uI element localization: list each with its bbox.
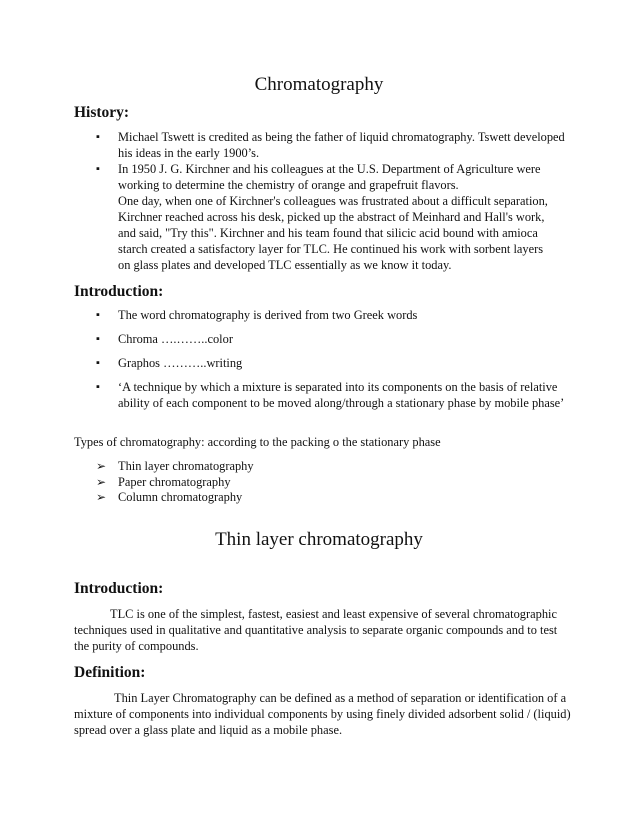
bullet-icon: ▪ bbox=[96, 357, 100, 369]
type-item-text: Column chromatography bbox=[118, 490, 243, 504]
history-paragraph: One day, when one of Kirchner's colleagues was frustrated about a difficult separation, Kirchner reached across his desk, picked up the abstract of Meinhard and Hall's work, and said, "Try this". Kirchner and his team found that silicic acid bound with amioca starch created a satisfactory layer for TLC. He continued his work with sorbent layers on glass plates and developed TLC essentially as we know it today. bbox=[118, 194, 548, 272]
tlc-introduction-text: TLC is one of the simplest, fastest, easiest and least expensive of several chromatographic techniques used in qualitative and quantitative analysis to separate organic compounds and to test the purity of compounds. bbox=[74, 607, 558, 653]
list-item bbox=[74, 307, 574, 323]
bullet-icon: ▪ bbox=[96, 333, 100, 345]
bullet-icon: ▪ bbox=[96, 131, 100, 143]
section-title: Thin layer chromatography bbox=[215, 529, 423, 550]
page-title: Chromatography bbox=[254, 74, 384, 95]
bullet-icon: ▪ bbox=[96, 163, 100, 175]
arrow-bullet-icon: ➢ bbox=[96, 490, 107, 504]
bullet-icon: ▪ bbox=[96, 381, 100, 393]
list-item bbox=[74, 355, 574, 371]
list-item bbox=[96, 475, 254, 491]
introduction-bullet-text: Chroma ….……..color bbox=[118, 332, 233, 346]
list-item bbox=[74, 129, 574, 161]
introduction-heading: Introduction: bbox=[74, 283, 164, 300]
types-list bbox=[96, 459, 254, 506]
history-bullet-text: Michael Tswett is credited as being the father of liquid chromatography. Tswett developed his ideas in the early 1900’s. bbox=[118, 130, 565, 160]
list-item bbox=[96, 459, 254, 475]
history-heading: History: bbox=[74, 104, 130, 121]
type-item-text: Thin layer chromatography bbox=[118, 459, 254, 473]
list-item bbox=[96, 490, 254, 506]
definition-text: Thin Layer Chromatography can be defined as a method of separation or identification of a mixture of components into individual components by using finely divided adsorbent solid / (liquid) spread over a glass plate and liquid as a mobile phase. bbox=[74, 691, 571, 737]
arrow-bullet-icon: ➢ bbox=[96, 474, 107, 489]
introduction-bullet-text: The word chromatography is derived from two Greek words bbox=[118, 308, 418, 322]
definition-heading: Definition: bbox=[74, 664, 146, 681]
tlc-introduction-heading: Introduction: bbox=[74, 580, 164, 597]
list-item bbox=[74, 161, 574, 193]
arrow-bullet-icon: ➢ bbox=[96, 459, 107, 473]
history-bullet-text: In 1950 J. G. Kirchner and his colleagues at the U.S. Department of Agriculture were working to determine the chemistry of orange and grapefruit flavors. bbox=[118, 162, 541, 192]
list-item bbox=[74, 379, 574, 411]
list-item bbox=[74, 331, 574, 347]
introduction-bullet-text: ‘A technique by which a mixture is separated into its components on the basis of relative ability of each component to be moved along/through a stationary phase by mobile phase’ bbox=[118, 380, 565, 410]
type-item-text: Paper chromatography bbox=[118, 474, 231, 489]
bullet-icon: ▪ bbox=[96, 309, 100, 321]
introduction-bullet-list bbox=[74, 307, 574, 411]
types-line: Types of chromatography: according to the packing o the stationary phase bbox=[74, 435, 441, 449]
history-bullet-list bbox=[74, 129, 574, 193]
introduction-bullet-text: Graphos ………..writing bbox=[118, 356, 243, 370]
